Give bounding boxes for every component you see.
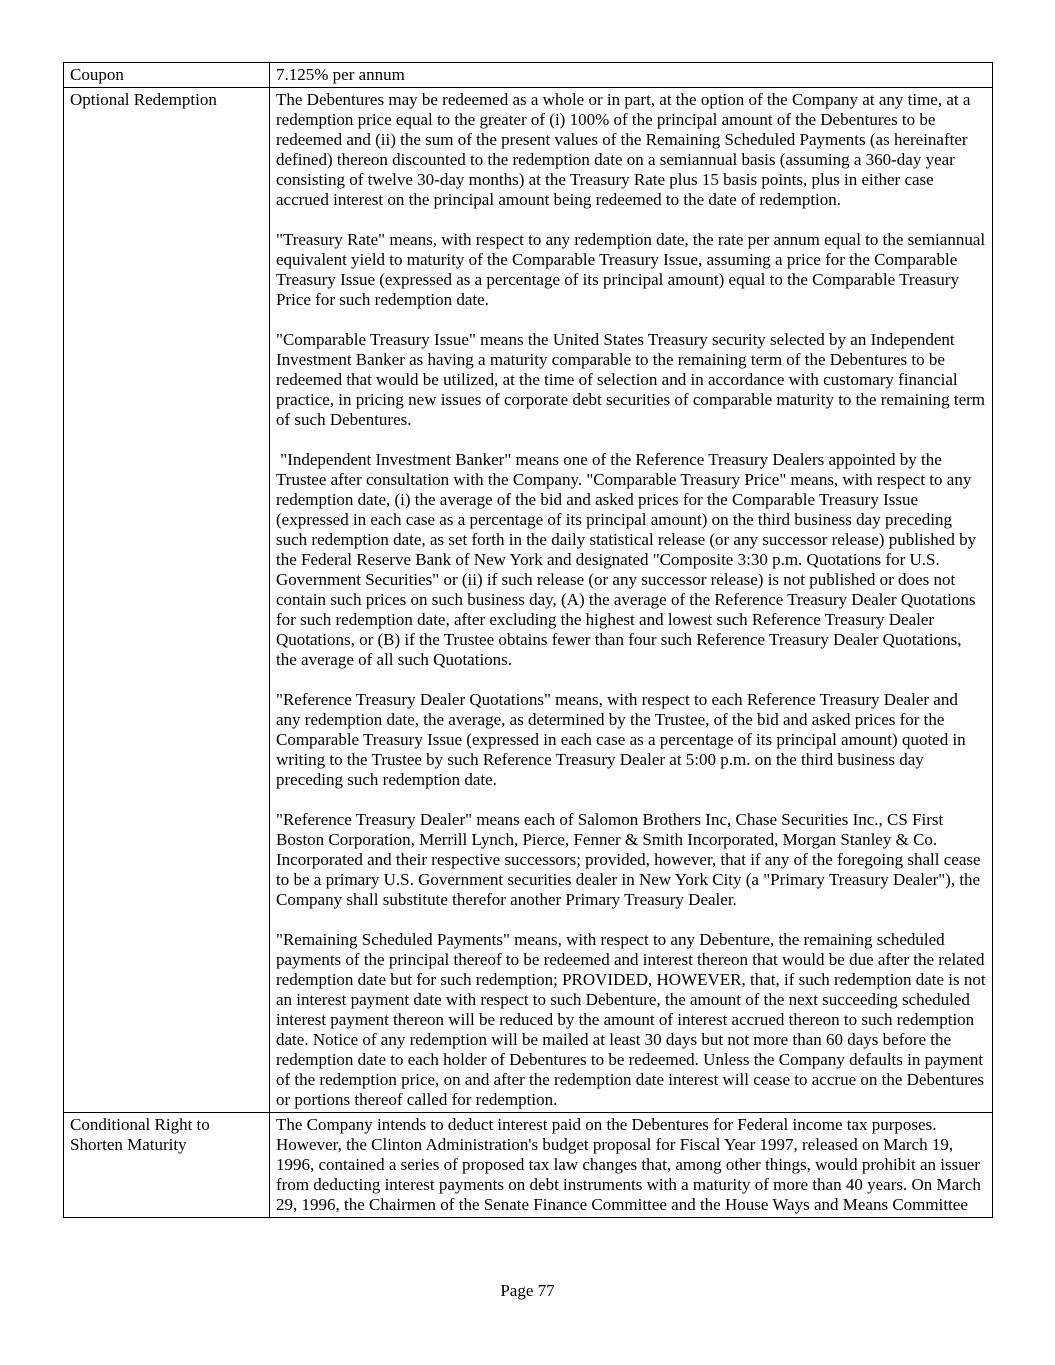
row-label: Optional Redemption [64,88,270,1113]
table-row [64,63,993,88]
paragraph: "Reference Treasury Dealer" means each of Salomon Brothers Inc, Chase Securities Inc., CS First Boston Corporation, Merrill Lynch, Pierce, Fenner & Smith Incorporated, Morgan Stanley & Co. Incorporated and their respective successors; provided, however, that if any of the foregoing shall cease to be a primary U.S. Government securities dealer in New York City (a "Primary Treasury Dealer"), the Company shall substitute therefor another Primary Treasury Dealer. [276,810,985,909]
paragraph: 7.125% per annum [276,65,405,84]
row-content [270,88,993,1113]
row-label: Coupon [64,63,270,88]
terms-table-body [64,63,993,1218]
paragraph: The Company intends to deduct interest paid on the Debentures for Federal income tax purposes. However, the Clinton Administration's budget proposal for Fiscal Year 1997, released on March 19, 1996, contained a series of proposed tax law changes that, among other things, would prohibit an issuer from deducting interest payments on debt instruments with a maturity of more than 40 years. On March 29, 1996, the Chairmen of the Senate Finance Committee and the House Ways and Means Committee [276,1115,986,1214]
row-content [270,1113,993,1218]
paragraph: "Remaining Scheduled Payments" means, with respect to any Debenture, the remaining scheduled payments of the principal thereof to be redeemed and interest thereon that would be due after the related redemption date but for such redemption; PROVIDED, HOWEVER, that, if such redemption date is not an interest payment date with respect to such Debenture, the amount of the next succeeding scheduled interest payment thereon will be reduced by the amount of interest accrued thereon to such redemption date. Notice of any redemption will be mailed at least 30 days but not more than 60 days before the redemption date to each holder of Debentures to be redeemed. Unless the Company defaults in payment of the redemption price, on and after the redemption date interest will cease to accrue on the Debentures or portions thereof called for redemption. [276,930,990,1109]
debenture-terms-table [63,62,993,1218]
paragraph: "Comparable Treasury Issue" means the United States Treasury security selected by an Independent Investment Banker as having a maturity comparable to the remaining term of the Debentures to be redeemed that would be utilized, at the time of selection and in accordance with customary financial practice, in pricing new issues of corporate debt securities of comparable maturity to the remaining term of such Debentures. [276,330,990,429]
table-row [64,88,993,1113]
paragraph: "Reference Treasury Dealer Quotations" means, with respect to each Reference Treasury Dealer and any redemption date, the average, as determined by the Trustee, of the bid and asked prices for the Comparable Treasury Issue (expressed in each case as a percentage of its principal amount) quoted in writing to the Trustee by such Reference Treasury Dealer at 5:00 p.m. on the third business day preceding such redemption date. [276,690,970,789]
row-content [270,63,993,88]
paragraph: "Independent Investment Banker" means one of the Reference Treasury Dealers appointed by the Trustee after consultation with the Company. "Comparable Treasury Price" means, with respect to any redemption date, (i) the average of the bid and asked prices for the Comparable Treasury Issue (expressed in each case as a percentage of its principal amount) on the third business day preceding such redemption date, as set forth in the daily statistical release (or any successor release) published by the Federal Reserve Bank of New York and designated "Composite 3:30 p.m. Quotations for U.S. Government Securities" or (ii) if such release (or any successor release) is not published or does not contain such prices on such business day, (A) the average of the Reference Treasury Dealer Quotations for such redemption date, after excluding the highest and lowest such Reference Treasury Dealer Quotations, or (B) if the Trustee obtains fewer than four such Reference Treasury Dealer Quotations, the average of all such Quotations. [276,450,981,669]
paragraph: "Treasury Rate" means, with respect to any redemption date, the rate per annum equal to the semiannual equivalent yield to maturity of the Comparable Treasury Issue, assuming a price for the Comparable Treasury Issue (expressed as a percentage of its principal amount) equal to the Comparable Treasury Price for such redemption date. [276,230,990,309]
page-number: Page 77 [500,1281,555,1300]
table-row [64,1113,993,1218]
row-label: Conditional Right to Shorten Maturity [64,1113,270,1218]
paragraph: The Debentures may be redeemed as a whole or in part, at the option of the Company at any time, at a redemption price equal to the greater of (i) 100% of the principal amount of the Debentures to be redeemed and (ii) the sum of the present values of the Remaining Scheduled Payments (as hereinafter defined) thereon discounted to the redemption date on a semiannual basis (assuming a 360-day year consisting of twelve 30-day months) at the Treasury Rate plus 15 basis points, plus in either case accrued interest on the principal amount being redeemed to the date of redemption. [276,90,975,209]
